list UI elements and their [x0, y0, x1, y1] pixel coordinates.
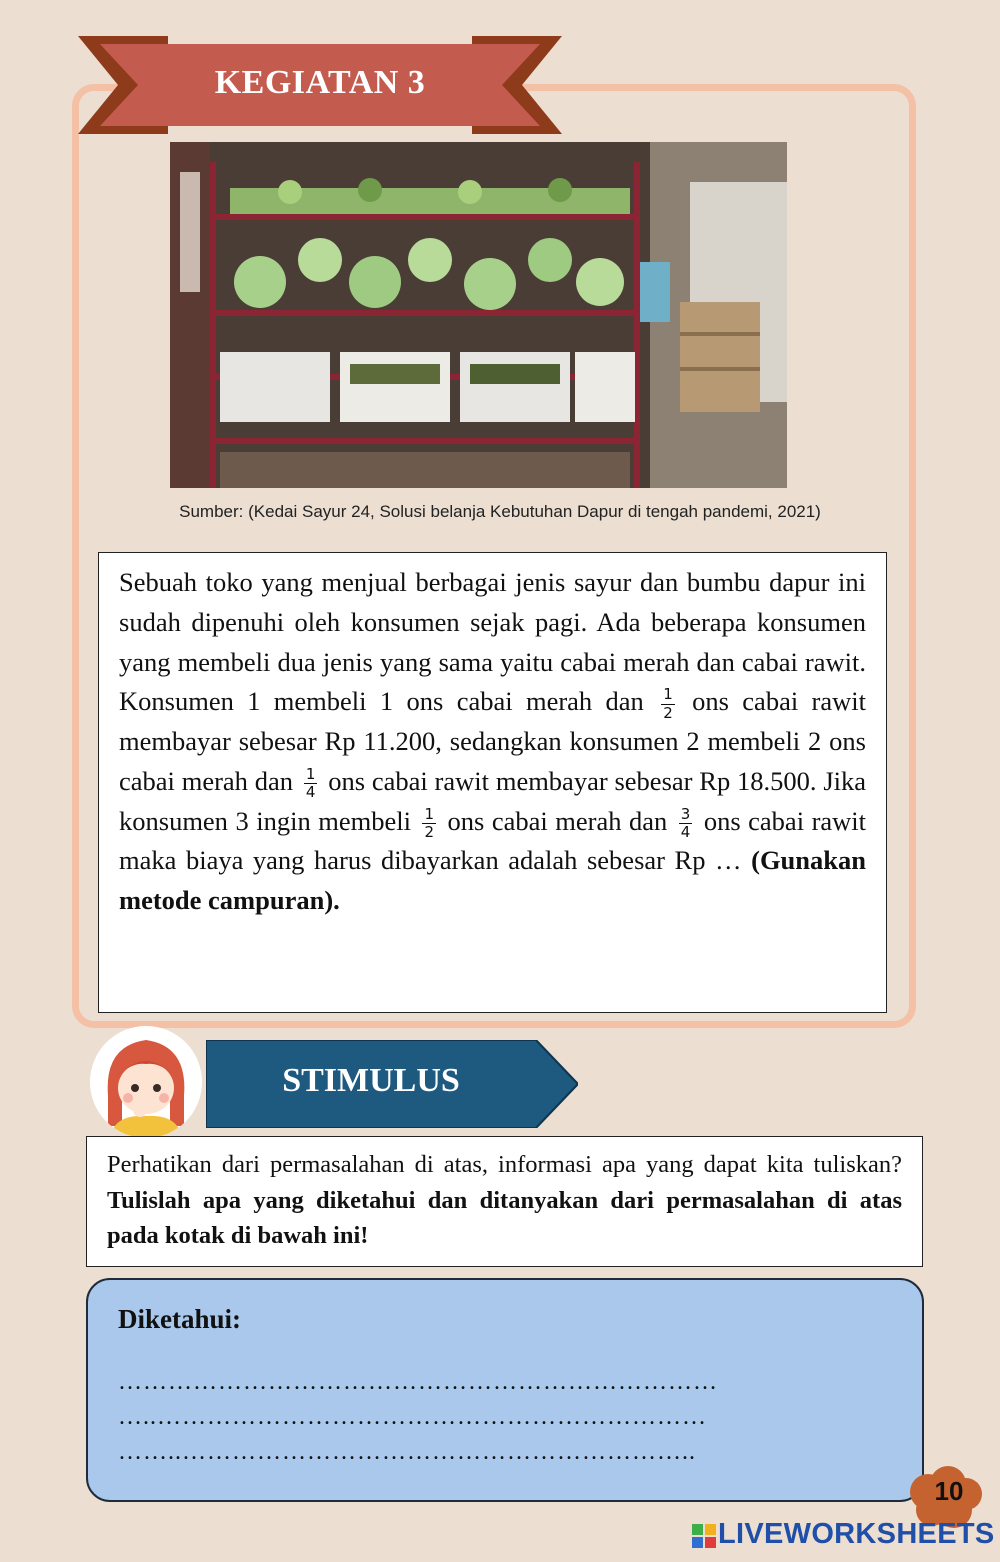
answer-box-diketahui [86, 1278, 924, 1502]
stimulus-instruction-box [86, 1136, 923, 1267]
answer-line-2[interactable]: …..………………………………………………………… [118, 1403, 707, 1430]
fraction-one-quarter: $\frac{1}{4}$ [305, 764, 316, 802]
answer-label: Diketahui: [118, 1304, 242, 1334]
vegetable-shop-photo [170, 142, 787, 488]
answer-line-3[interactable]: ……..…………………………………………………….. [118, 1438, 696, 1465]
stimulus-title: STIMULUS [282, 1062, 460, 1099]
fraction-three-quarters: $\frac{3}{4}$ [680, 804, 691, 841]
problem-text [119, 563, 866, 921]
fraction-one-half-2: $\frac{1}{2}$ [424, 804, 434, 841]
problem-text-part-1: Sebuah toko yang menjual berbagai jenis sayur dan bumbu dapur ini sudah dipenuhi oleh konsumen sejak pagi. Ada beberapa konsumen yang membeli dua jenis yang sama yaitu cabai merah dan cabai rawit. Konsumen 1 membeli 1 ons cabai merah dan [119, 567, 866, 717]
problem-method-note: (Gunakan metode campuran). [119, 845, 867, 915]
activity-title: KEGIATAN 3 [214, 64, 426, 101]
problem-box [98, 552, 887, 1013]
fraction-one-half: $\frac{1}{2}$ [663, 685, 673, 722]
liveworksheets-logo-icon [692, 1524, 716, 1548]
problem-text-part-5: ons cabai rawit maka biaya yang harus dibayarkan adalah sebesar Rp … [119, 805, 867, 876]
problem-text-part-4: ons cabai merah dan [447, 805, 668, 836]
girl-avatar-icon [90, 1026, 202, 1138]
answer-line-1[interactable]: ……………………………………………………………… [118, 1369, 718, 1395]
instruction-plain-text: Perhatikan dari permasalahan di atas, informasi apa yang dapat kita tuliskan? [107, 1151, 902, 1178]
problem-text-part-3: ons cabai rawit membayar sebesar Rp 18.500. Jika konsumen 3 ingin membeli [119, 765, 867, 836]
liveworksheets-brand[interactable]: LIVEWORKSHEETS [718, 1518, 995, 1550]
instruction-bold-text: Tulislah apa yang diketahui dan ditanyakan dari permasalahan di atas pada kotak di bawah ini! [107, 1186, 902, 1250]
photo-source-caption: Sumber: (Kedai Sayur 24, Solusi belanja Kebutuhan Dapur di tengah pandemi, 2021) [179, 502, 821, 521]
page-number: 10 [934, 1476, 964, 1506]
problem-text-part-2: ons cabai rawit membayar sebesar Rp 11.200, sedangkan konsumen 2 membeli 2 ons cabai merah dan [119, 686, 867, 796]
stimulus-instruction [107, 1147, 902, 1254]
